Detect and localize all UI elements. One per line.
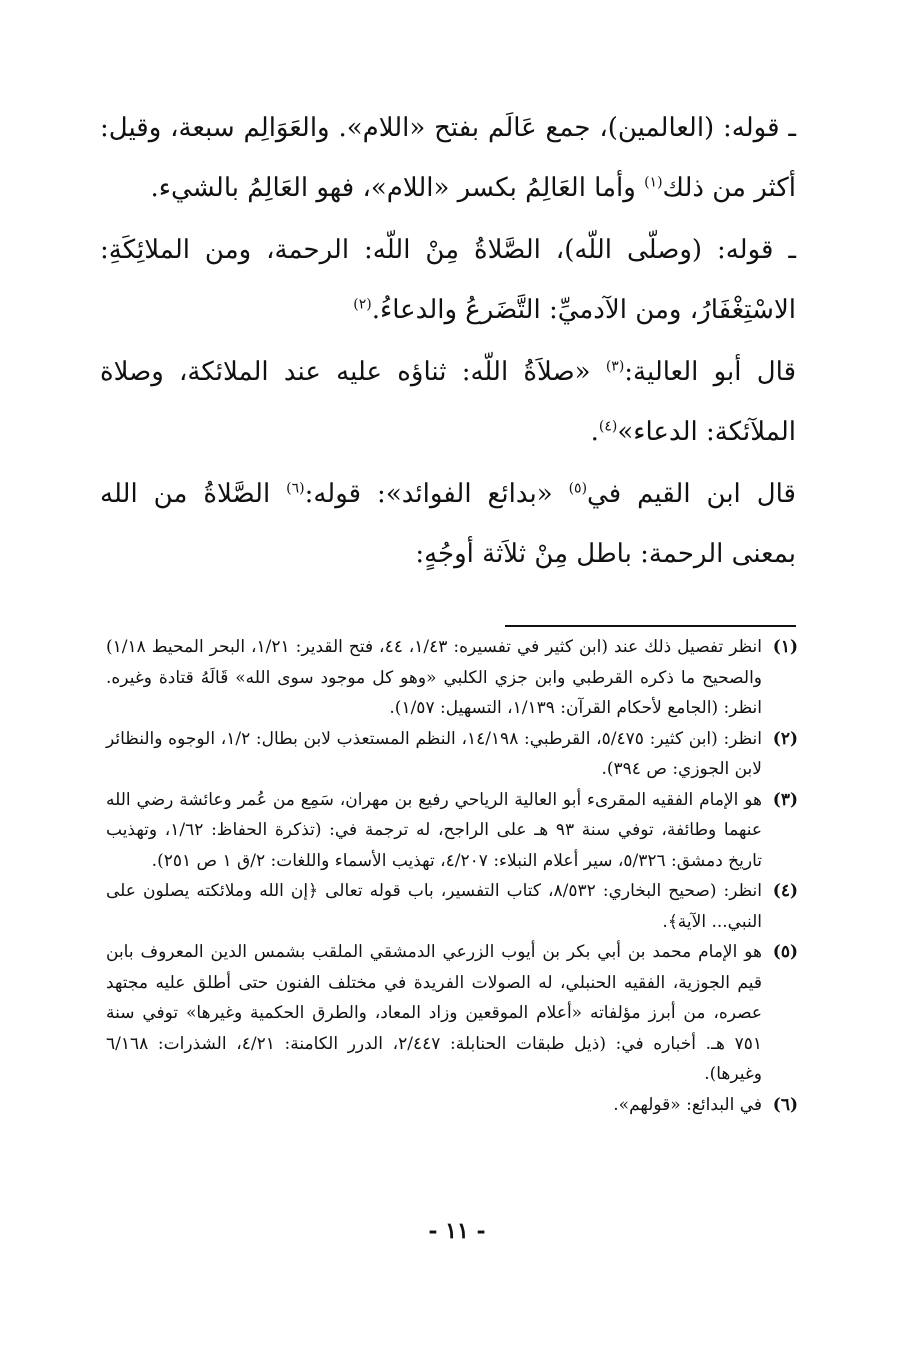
footnote-4 [106, 876, 798, 937]
footnote-6 [106, 1090, 798, 1121]
page-number: - ١١ - [428, 1218, 486, 1244]
footnote-ref-1[interactable]: (١) [644, 174, 663, 191]
footnote-text: في البدائع: «قولهم». [613, 1094, 762, 1115]
paragraph-3-tail: «صلاَةُ اللّه: ثناؤه عليه عند الملائكة، وصلاة الملآئكة: الدعاء» [100, 357, 796, 447]
footnote-number: (١) [772, 637, 798, 657]
footnote-3 [106, 785, 798, 877]
main-text [100, 98, 796, 584]
footnotes [106, 632, 798, 1120]
footnote-2 [106, 724, 798, 785]
footnote-number: (٥) [772, 942, 798, 962]
footnote-5 [106, 937, 798, 1090]
paragraph-3-text: قال أبو العالية: [624, 357, 796, 387]
footnote-1 [106, 632, 798, 724]
footnote-number: (٢) [772, 728, 798, 749]
footnote-text: هو الإمام الفقيه المقرىء أبو العالية الرياحي رفيع بن مهران، سَمِع من عُمر وعائشة رضي الله عنهما وطائفة، توفي سنة ٩٣ هـ على الراجح، له ترجمة في: (تذكرة الحفاظ: ١/٦٢، وتهذيب تاريخ دمشق: ٥/٣٢٦، سير أعلام النبلاء: ٤/٢٠٧، تهذيب الأسماء واللغات: ٢/ق ١ ص ٢٥١). [106, 789, 763, 871]
paragraph-3 [100, 342, 796, 462]
paragraph-4-tail: «بدائع الفوائد»: قوله: [304, 479, 569, 509]
footnote-text: انظر: (صحيح البخاري: ٨/٥٣٢، كتاب التفسير، باب قوله تعالى ﴿إن الله وملائكته يصلون على النبي... الآية﴾. [106, 881, 762, 932]
paragraph-4 [100, 464, 796, 584]
footnote-text: انظر: (ابن كثير: ٥/٤٧٥، القرطبي: ١٤/١٩٨، النظم المستعذب لابن بطال: ١/٢، الوجوه والنظائر لابن الجوزي: ص ٣٩٤). [106, 728, 762, 779]
paragraph-3-end: . [590, 417, 599, 447]
paragraph-4-text: قال ابن القيم في [587, 479, 796, 509]
paragraph-4-end: الصَّلاةُ من الله بمعنى الرحمة: باطل مِنْ ثلاَثة أوجُهٍ: [100, 479, 796, 569]
paragraph-1-tail: وأما العَالِمُ بكسر «اللام»، فهو العَالِمُ بالشيء. [150, 173, 645, 203]
footnote-ref-6[interactable]: (٦) [286, 480, 305, 497]
footnote-number: (٤) [772, 881, 798, 901]
footnote-ref-5[interactable]: (٥) [568, 480, 588, 497]
footnote-number: (٦) [772, 1094, 798, 1115]
footnote-number: (٣) [772, 789, 798, 810]
footnote-ref-4[interactable]: (٤) [598, 418, 618, 435]
paragraph-2 [100, 220, 796, 340]
footnote-ref-2[interactable]: (٢) [353, 296, 372, 313]
paragraph-2-text: ـ قوله: (وصلّى اللّه)، الصَّلاةُ مِنْ اللّه: الرحمة، ومن الملائِكَةِ: الاسْتِغْفَارُ، ومن الآدميِّ: التَّضَرعُ والدعاءُ. [100, 235, 796, 325]
paragraph-1 [100, 98, 796, 218]
footnote-text: انظر تفصيل ذلك عند (ابن كثير في تفسيره: ١/٤٣، ٤٤، فتح القدير: ١/٢١، البحر المحيط ١/١٨) والصحيح ما ذكره القرطبي وابن جزي الكلبي «وهو كل موجود سوى الله» قَالَهُ قتادة وغيره. انظر: (الجامع لأحكام القرآن: ١/١٣٩، التسهيل: ١/٥٧). [106, 637, 763, 718]
footnote-separator [505, 625, 796, 627]
footnote-text: هو الإمام محمد بن أبي بكر بن أيوب الزرعي الدمشقي الملقب بشمس الدين المعروف بابن قيم الجوزية، الفقيه الحنبلي، له الصولات الفريدة في مختلف الفنون حتى أطلق عليه مجتهد عصره، من أبرز مؤلفاته «أعلام الموقعين وزاد المعاد، والطرق الحكمية وغيرها» توفي سنة ٧٥١ هـ. أخباره في: (ذيل طبقات الحنابلة: ٢/٤٤٧، الدرر الكامنة: ٤/٢١، الشذرات: ٦/١٦٨ وغيرها). [106, 942, 763, 1084]
paragraph-1-text: ـ قوله: (العالمين)، جمع عَالَم بفتح «اللام». والعَوَالِم سبعة، وقيل: أكثر من ذلك [100, 113, 796, 203]
footnote-ref-3[interactable]: (٣) [605, 358, 625, 375]
